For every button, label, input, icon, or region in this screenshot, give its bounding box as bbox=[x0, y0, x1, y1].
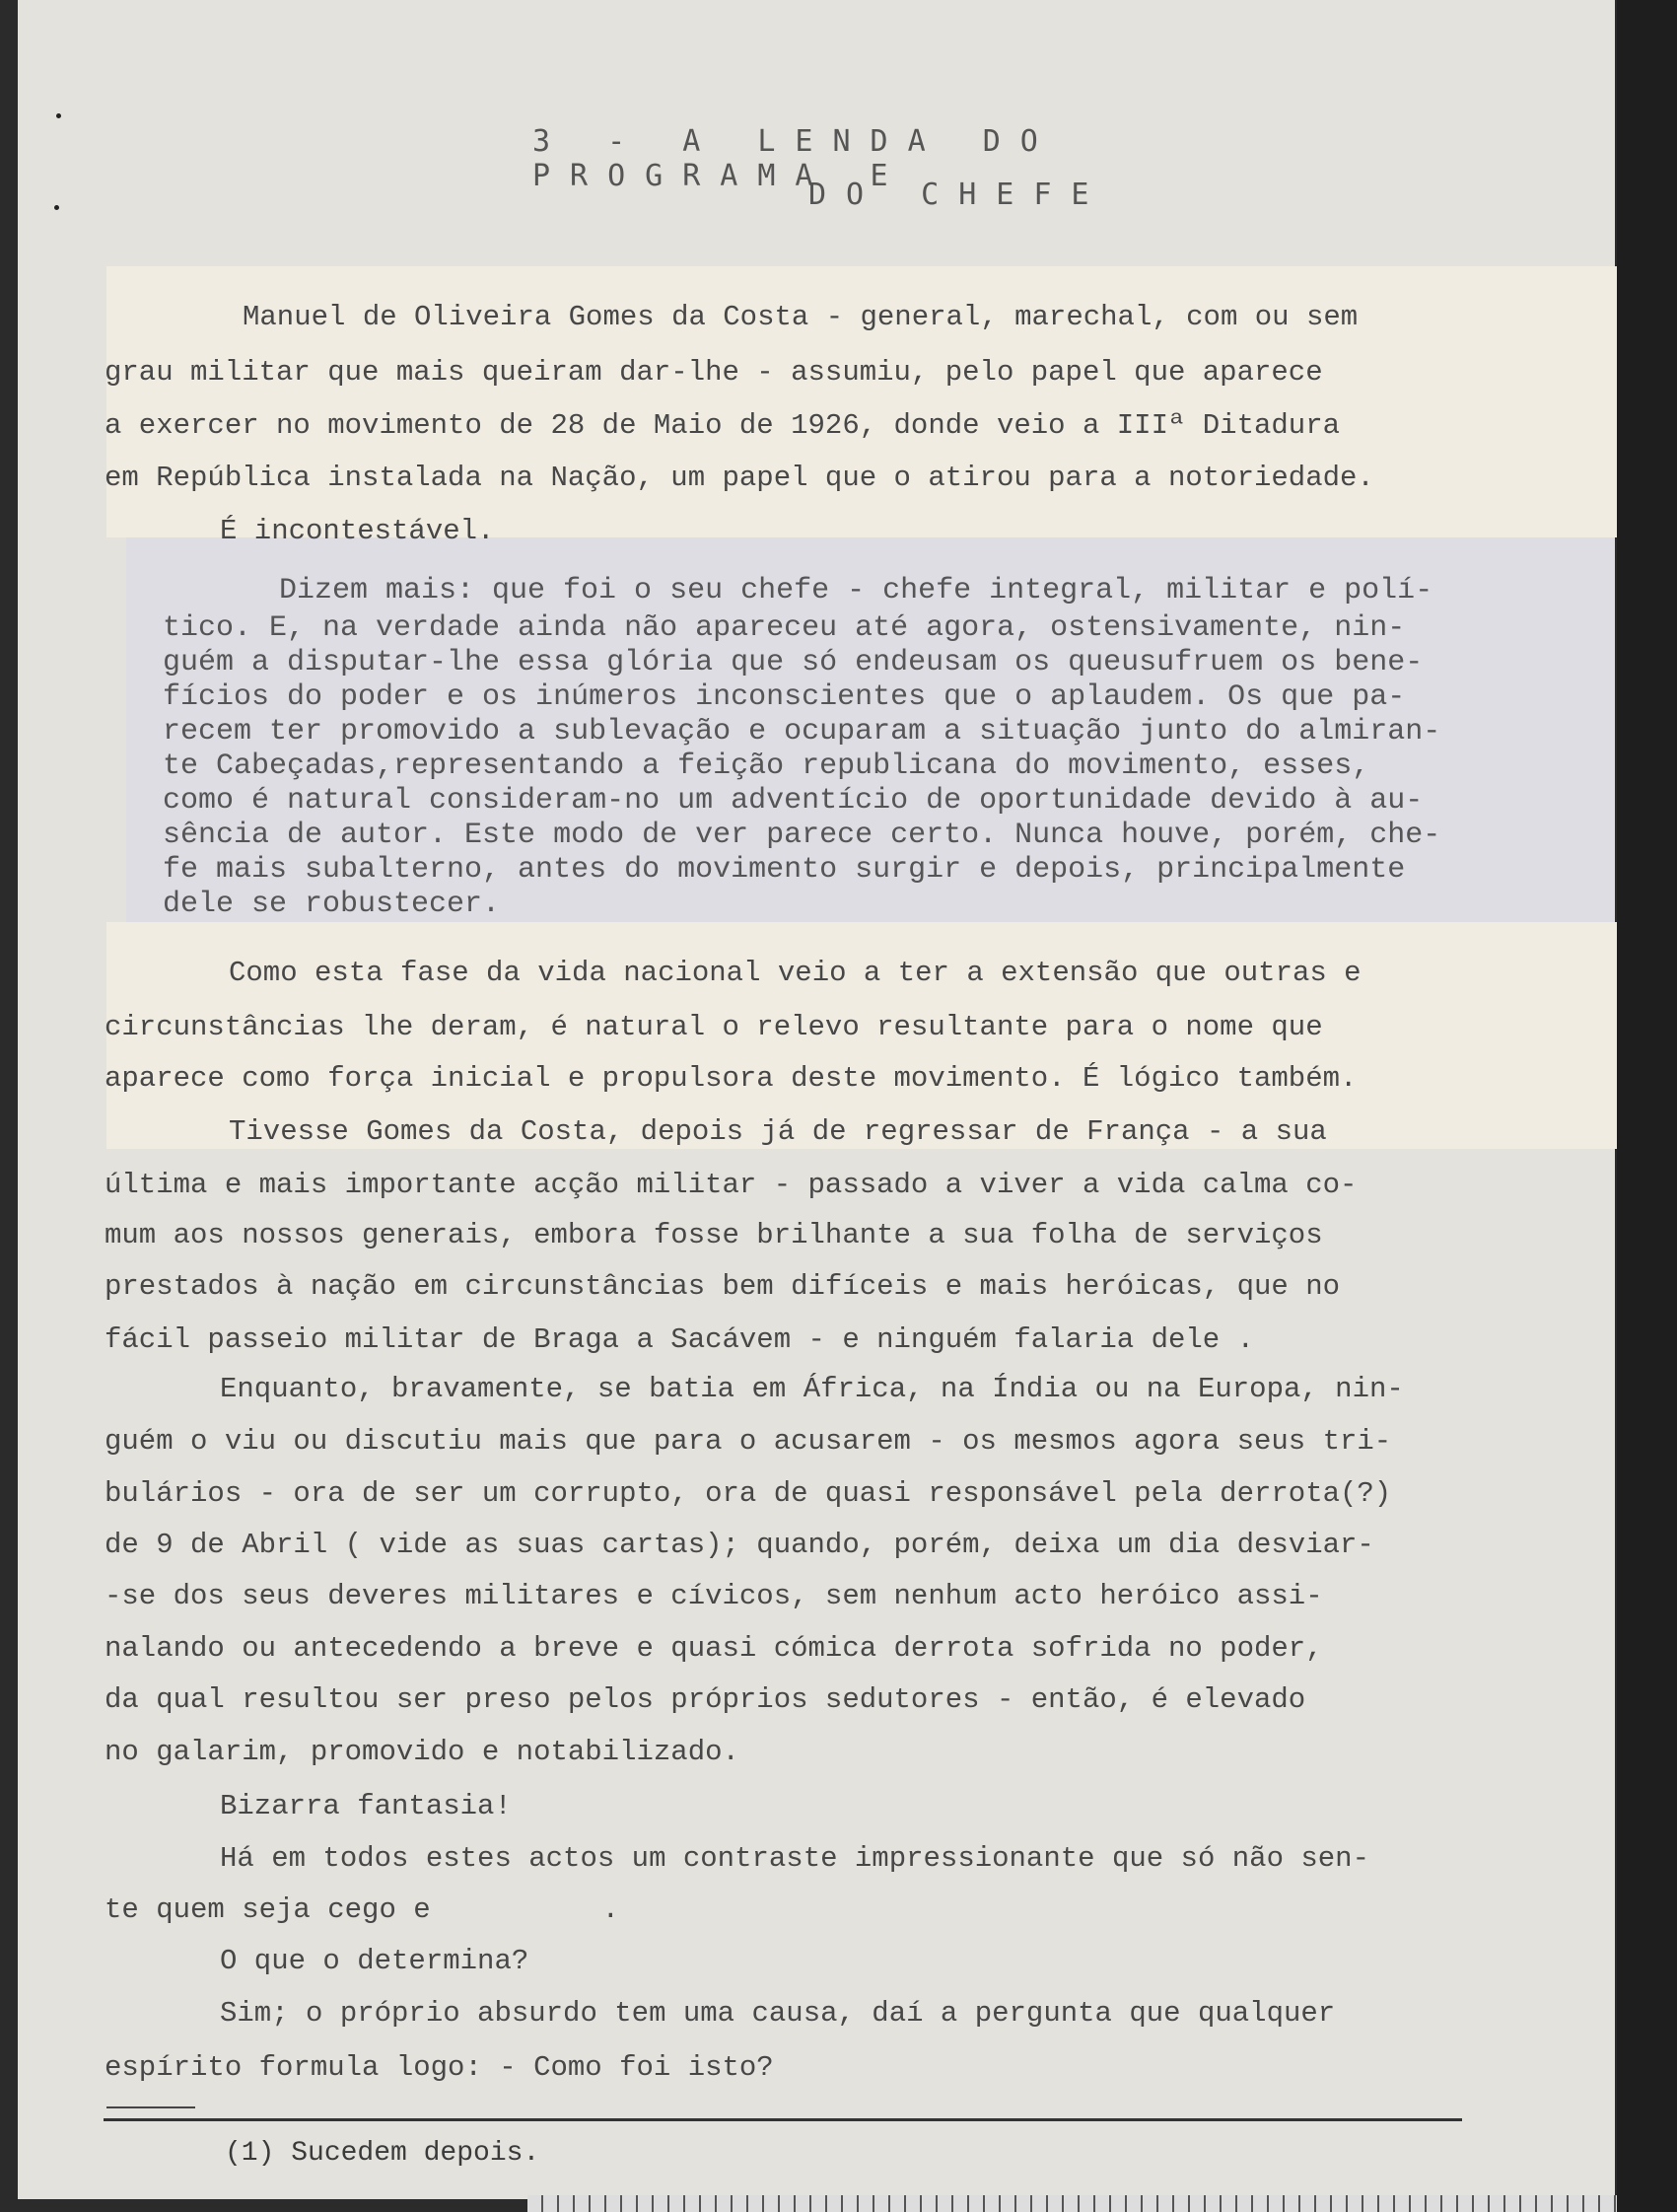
text-line: te Cabeçadas,representando a feição republicana do movimento, esses, bbox=[163, 749, 1370, 783]
text-line: Enquanto, bravamente, se batia em África, na Índia ou na Europa, nin- bbox=[220, 1373, 1404, 1405]
footnote-rule bbox=[104, 2118, 1462, 2121]
margin-mark bbox=[54, 205, 59, 210]
text-line: tico. E, na verdade ainda não apareceu até agora, ostensivamente, nin- bbox=[163, 611, 1406, 645]
text-line: de 9 de Abril ( vide as suas cartas); quando, porém, deixa um dia desviar- bbox=[105, 1529, 1374, 1561]
text-line: espírito formula logo: - Como foi isto? bbox=[105, 2051, 774, 2084]
text-line: recem ter promovido a sublevação e ocuparam a situação junto do almiran- bbox=[163, 715, 1441, 749]
text-line: aparece como força inicial e propulsora deste movimento. É lógico também. bbox=[105, 1062, 1358, 1095]
chapter-title-line-2: DO CHEFE bbox=[808, 178, 1109, 212]
text-line: circunstâncias lhe deram, é natural o relevo resultante para o nome que bbox=[105, 1011, 1323, 1043]
text-line: te quem seja cego e . bbox=[105, 1893, 620, 1926]
text-line: a exercer no movimento de 28 de Maio de 1926, donde veio a IIIª Ditadura bbox=[105, 409, 1341, 442]
text-line: É incontestável. bbox=[220, 515, 495, 547]
text-line: fácil passeio militar de Braga a Sacávem - e ninguém falaria dele . bbox=[105, 1323, 1254, 1356]
chapter-title-line-1: 3 - A LENDA DO PROGRAMA E bbox=[532, 124, 1058, 193]
text-line: da qual resultou ser preso pelos próprios sedutores - então, é elevado bbox=[105, 1683, 1306, 1716]
text-line: como é natural consideram-no um adventício de oportunidade devido à au- bbox=[163, 784, 1424, 818]
scale-ruler bbox=[527, 2195, 1617, 2212]
text-line: em República instalada na Nação, um papel que o atirou para a notoriedade. bbox=[105, 462, 1374, 494]
text-line: bulários - ora de ser um corrupto, ora de quasi responsável pela derrota(?) bbox=[105, 1477, 1392, 1510]
page-edge-shadow bbox=[1617, 0, 1677, 2212]
text-line: Tivesse Gomes da Costa, depois já de regressar de França - a sua bbox=[229, 1115, 1327, 1148]
text-line: no galarim, promovido e notabilizado. bbox=[105, 1736, 739, 1768]
text-line: Bizarra fantasia! bbox=[220, 1790, 512, 1822]
text-line: grau militar que mais queiram dar-lhe - assumiu, pelo papel que aparece bbox=[105, 356, 1323, 389]
text-line: guém a disputar-lhe essa glória que só endeusam os queusufruem os bene- bbox=[163, 646, 1424, 679]
text-line: -se dos seus deveres militares e cívicos, sem nenhum acto heróico assi- bbox=[105, 1580, 1323, 1612]
footnote: (1) Sucedem depois. bbox=[225, 2138, 540, 2169]
text-line: dele se robustecer. bbox=[163, 888, 501, 921]
text-line: Sim; o próprio absurdo tem uma causa, daí a pergunta que qualquer bbox=[220, 1997, 1336, 2030]
footnote-mark-line bbox=[106, 2106, 195, 2108]
text-line: fe mais subalterno, antes do movimento surgir e depois, principalmente bbox=[163, 853, 1406, 887]
text-line: fícios do poder e os inúmeros inconscientes que o aplaudem. Os que pa- bbox=[163, 680, 1406, 714]
text-line: nalando ou antecedendo a breve e quasi cómica derrota sofrida no poder, bbox=[105, 1632, 1323, 1665]
text-line: O que o determina? bbox=[220, 1945, 529, 1977]
text-line: última e mais importante acção militar - passado a viver a vida calma co- bbox=[105, 1169, 1358, 1201]
text-line: guém o viu ou discutiu mais que para o acusarem - os mesmos agora seus tri- bbox=[105, 1425, 1392, 1458]
text-line: Dizem mais: que foi o seu chefe - chefe integral, militar e polí- bbox=[279, 574, 1433, 607]
text-line: sência de autor. Este modo de ver parece certo. Nunca houve, porém, che- bbox=[163, 819, 1441, 852]
text-line: Como esta fase da vida nacional veio a ter a extensão que outras e bbox=[229, 957, 1362, 989]
margin-mark bbox=[56, 113, 61, 118]
text-line: Há em todos estes actos um contraste impressionante que só não sen- bbox=[220, 1842, 1369, 1875]
text-line: prestados à nação em circunstâncias bem difíceis e mais heróicas, que no bbox=[105, 1270, 1341, 1303]
text-line: Manuel de Oliveira Gomes da Costa - general, marechal, com ou sem bbox=[243, 301, 1359, 333]
text-line: mum aos nossos generais, embora fosse brilhante a sua folha de serviços bbox=[105, 1219, 1323, 1251]
